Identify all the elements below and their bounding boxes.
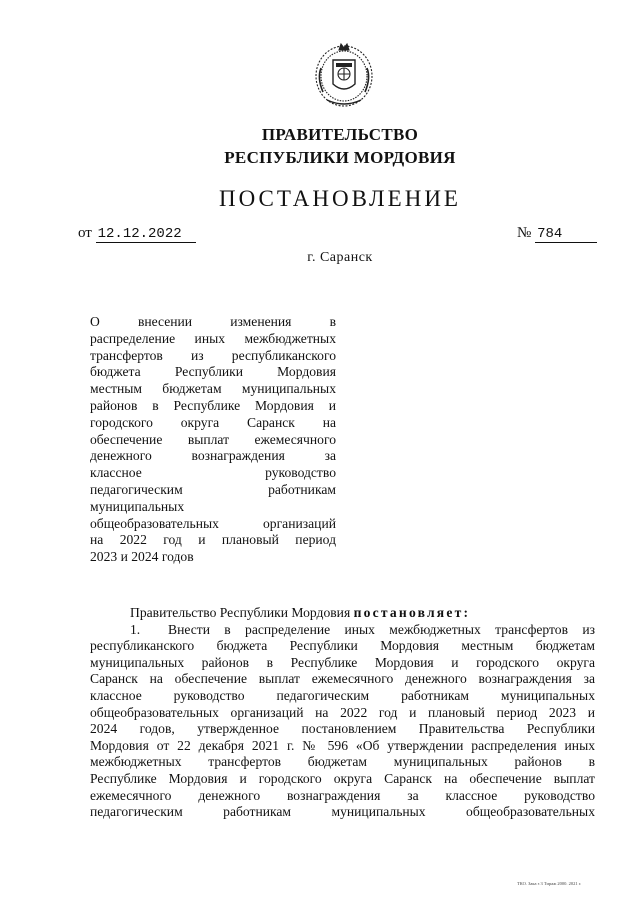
intro-line [90,605,595,622]
body-line: межбюджетных трансфертов бюджетам муниципальных районов в [90,754,595,770]
subject-line: обеспечение выплат ежемесячного [90,431,336,447]
item-first-line-text: Внести в распределение иных межбюджетных трансфертов из [168,621,595,637]
subject-line: денежного вознаграждения за [90,448,336,464]
subject-line: на 2022 год и плановый период [90,532,336,548]
subject-line: муниципальных [90,498,185,514]
body-line: Саранск на обеспечение выплат ежемесячного денежного вознаграждения за [90,671,595,687]
date-value: 12.12.2022 [96,226,196,243]
government-name-line2: РЕСПУБЛИКИ МОРДОВИЯ [224,148,456,167]
body-line: Республике Мордовия и городского округа Саранск на обеспечение выплат [90,770,595,786]
subject-line: бюджета Республики Мордовия [90,364,336,380]
coat-of-arms-emblem [311,38,377,110]
document-body [90,605,595,821]
body-line: 2024 годов, утвержденное постановлением Правительства Республики [90,721,595,737]
body-line: классное руководство педагогическим работникам муниципальных [90,687,595,703]
date-prefix: от [78,225,92,241]
item-first-line [90,622,595,639]
number-prefix: № [517,225,532,241]
document-number [517,225,597,243]
subject-line: местным бюджетам муниципальных [90,381,336,397]
subject-line: городского округа Саранск на [90,414,336,430]
intro-keyword: постановляет: [353,605,471,620]
subject-line: 2023 и 2024 годов [90,549,194,565]
item-number: 1. [130,621,141,637]
print-mark: ТКО. Зака з 3 Тираж 2000. 2021 г. [517,881,582,886]
body-line: республиканского бюджета Республики Мордовия местным бюджетам [90,638,595,654]
subject-line: распределение иных межбюджетных [90,330,336,346]
document-type-title: ПОСТАНОВЛЕНИЕ [219,186,461,211]
subject-line: педагогическим работникам [90,481,336,497]
subject-line: районов в Республике Мордовия и [90,397,336,413]
subject-line: трансфертов из республиканского [90,347,336,363]
government-name-line1: ПРАВИТЕЛЬСТВО [261,125,419,144]
body-line: педагогическим работникам муниципальных общеобразовательных [90,804,595,820]
body-line: Мордовия от 22 декабря 2021 г. № 596 «Об утверждении распределения иных [90,737,595,753]
subject-line: общеобразовательных организаций [90,515,336,531]
body-line: общеобразовательных организаций на 2022 год и плановый период 2023 и [90,704,595,720]
subject-line: классное руководство [90,465,336,481]
body-line: ежемесячного денежного вознаграждения за классное руководство [90,787,595,803]
intro-text: Правительство Республики Мордовия [130,605,351,620]
document-date [78,225,196,243]
body-line: муниципальных районов в Республике Мордовия и городского округа [90,654,595,670]
subject-block [90,314,336,566]
city-name: г. Саранск [307,250,373,265]
number-value: 784 [535,226,597,243]
subject-line: О внесении изменения в [90,314,336,329]
